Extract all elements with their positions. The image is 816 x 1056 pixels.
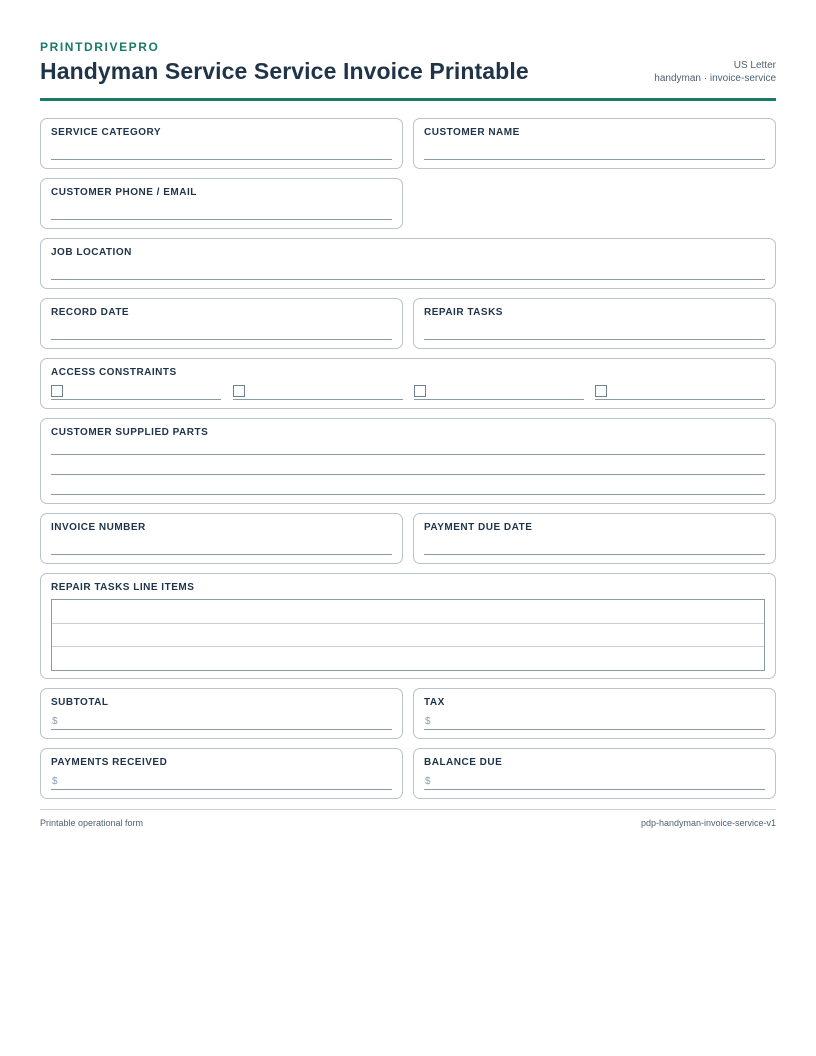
table-row[interactable]	[52, 624, 764, 648]
payment-due-date-input[interactable]	[424, 554, 765, 555]
payment-due-date-label: PAYMENT DUE DATE	[424, 522, 533, 533]
access-constraint-checkbox-3[interactable]	[414, 385, 426, 397]
service-category-input[interactable]	[51, 159, 392, 160]
service-category-field	[40, 118, 403, 169]
brand-name: PRINTDRIVEPRO	[40, 40, 160, 54]
document-meta	[654, 59, 776, 85]
access-constraint-checkbox-4[interactable]	[595, 385, 607, 397]
customer-contact-label: CUSTOMER PHONE / EMAIL	[51, 187, 197, 198]
line-items-table	[51, 599, 765, 671]
access-constraint-line-3[interactable]	[414, 399, 584, 400]
line-items-section	[40, 573, 776, 679]
access-constraints-label: ACCESS CONSTRAINTS	[51, 367, 177, 378]
record-date-field	[40, 298, 403, 349]
repair-tasks-input[interactable]	[424, 339, 765, 340]
customer-name-input[interactable]	[424, 159, 765, 160]
line-items-label: REPAIR TASKS LINE ITEMS	[51, 582, 195, 593]
payment-due-date-field	[413, 513, 776, 564]
table-row[interactable]	[52, 600, 764, 624]
subtotal-label: SUBTOTAL	[51, 697, 109, 708]
customer-supplied-parts-label: CUSTOMER SUPPLIED PARTS	[51, 427, 209, 438]
table-row[interactable]	[52, 647, 764, 671]
access-constraint-checkbox-1[interactable]	[51, 385, 63, 397]
header-rule	[40, 98, 776, 101]
balance-due-field	[413, 748, 776, 799]
tax-label: TAX	[424, 697, 445, 708]
customer-contact-field	[40, 178, 403, 229]
tax-currency: $	[425, 716, 431, 727]
customer-supplied-parts-field	[40, 418, 776, 504]
job-location-label: JOB LOCATION	[51, 247, 132, 258]
subtotal-field	[40, 688, 403, 739]
document-tags: handyman · invoice-service	[654, 73, 776, 84]
customer-name-label: CUSTOMER NAME	[424, 127, 520, 138]
customer-name-field	[413, 118, 776, 169]
invoice-number-field	[40, 513, 403, 564]
customer-supplied-parts-line-2[interactable]	[51, 474, 765, 475]
customer-supplied-parts-line-1[interactable]	[51, 454, 765, 455]
subtotal-currency: $	[52, 716, 58, 727]
repair-tasks-label: REPAIR TASKS	[424, 307, 503, 318]
tax-input[interactable]	[424, 729, 765, 730]
record-date-input[interactable]	[51, 339, 392, 340]
access-constraint-line-1[interactable]	[51, 399, 221, 400]
footer-rule	[40, 809, 776, 810]
balance-due-currency: $	[425, 776, 431, 787]
footer-note: Printable operational form	[40, 818, 144, 828]
job-location-field	[40, 238, 776, 289]
repair-tasks-field	[413, 298, 776, 349]
invoice-page	[40, 40, 776, 787]
access-constraint-line-4[interactable]	[595, 399, 765, 400]
access-constraint-checkbox-2[interactable]	[233, 385, 245, 397]
balance-due-label: BALANCE DUE	[424, 757, 503, 768]
job-location-input[interactable]	[51, 279, 765, 280]
service-category-label: SERVICE CATEGORY	[51, 127, 162, 138]
invoice-number-label: INVOICE NUMBER	[51, 522, 146, 533]
subtotal-input[interactable]	[51, 729, 392, 730]
tax-field	[413, 688, 776, 739]
payments-received-input[interactable]	[51, 789, 392, 790]
page-title: Handyman Service Service Invoice Printable	[40, 58, 529, 84]
balance-due-input[interactable]	[424, 789, 765, 790]
record-date-label: RECORD DATE	[51, 307, 130, 318]
payments-received-field	[40, 748, 403, 799]
header-row	[40, 54, 776, 98]
access-constraint-line-2[interactable]	[233, 399, 403, 400]
payments-received-label: PAYMENTS RECEIVED	[51, 757, 168, 768]
customer-contact-input[interactable]	[51, 219, 392, 220]
customer-supplied-parts-line-3[interactable]	[51, 494, 765, 495]
access-constraints-field	[40, 358, 776, 409]
invoice-number-input[interactable]	[51, 554, 392, 555]
payments-received-currency: $	[52, 776, 58, 787]
paper-size: US Letter	[733, 60, 776, 71]
form-id: pdp-handyman-invoice-service-v1	[640, 818, 776, 828]
